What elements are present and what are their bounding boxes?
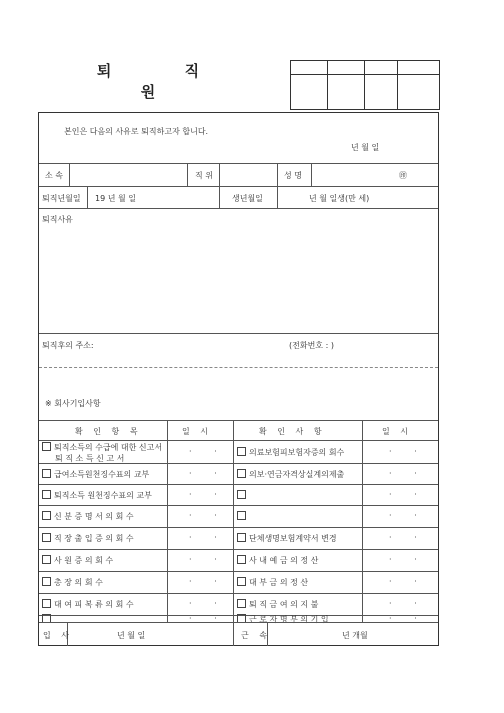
check-item-left [42,555,113,566]
date-dots-right: · · [389,577,427,586]
reason-label: 퇴직사유 [42,215,73,224]
date-dots-right: · · [389,533,427,542]
check-item-text: 신 분 증 명 서 의 회 수 [54,512,134,521]
checkbox[interactable] [237,469,246,478]
seal-mark: ㊞ [399,171,407,180]
checkbox[interactable] [237,511,246,520]
submit-date: 년 월 일 [351,143,380,152]
date-dots-right: · · [389,489,427,499]
check-item-text: 사 내 예 금 의 정 산 [249,556,319,565]
birth-value: 년 월 일생(만 세) [309,194,370,203]
check-item-right [237,533,337,544]
date-dots-left: · · [189,468,227,478]
check-item-text: 의보·연금자격상실계의제출 [249,469,345,479]
check-item-text: 급여소득원천징수표의 교부 [54,469,150,479]
header-checks: 확 인 사 항 [259,427,326,436]
tenure-label: 근 속 [241,631,271,640]
date-dots-right: · · [389,446,427,456]
checkbox[interactable] [237,599,246,608]
checkbox[interactable] [42,511,51,520]
resign-date-value: 19 년 월 일 [95,194,136,203]
checkbox[interactable] [42,577,51,586]
join-label: 입 사 [43,631,73,640]
checkbox[interactable] [42,469,51,478]
check-item-text: 대 여 피 복 류 의 회 수 [54,600,134,609]
check-item-left [42,577,103,588]
tenure-value: 년 개월 [342,631,368,640]
date-dots-left: · · [189,555,227,564]
check-item-left [42,599,134,610]
check-item-text: 퇴직소득의 수급에 대한 신고서 [54,443,163,452]
date-dots-right: · · [389,511,427,520]
date-dots-right: · · [389,599,427,608]
check-item-text: 퇴직소득 원천징수표의 교부 [54,490,152,500]
checkbox[interactable] [42,442,51,451]
check-item-text: 총 장 의 회 수 [54,578,103,587]
checkbox[interactable] [42,533,51,542]
check-item-right [237,447,344,458]
dept-label: 소 속 [45,171,63,180]
check-item-text: 직 장 출 입 증 의 회 수 [54,534,134,543]
checkbox[interactable] [237,533,246,542]
address-label: 퇴직후의 주소: [42,341,94,350]
resign-date-label: 퇴직년월일 [42,194,81,203]
form-frame [38,112,439,646]
check-item-text: 대 부 금 의 정 산 [249,578,309,587]
date-dots-left: · · [189,577,227,586]
date-dots-left: · · [189,599,227,608]
date-dots-left: · · [189,511,227,520]
checkbox[interactable] [237,447,246,456]
header-date-left: 일 시 [182,427,212,436]
date-dots-left: · · [189,489,227,499]
name-label: 성 명 [284,171,302,180]
birth-label: 생년월일 [232,194,263,203]
date-dots-right: · · [389,555,427,564]
date-dots-right: · · [389,613,427,623]
check-item-text: 사 원 증 의 회 수 [54,556,114,565]
company-section-label: ※ 회사기입사항 [45,399,101,408]
check-item-text: 근 로 자 명 부 의 기 입 [249,614,329,624]
check-item-left [42,469,149,480]
position-label: 직 위 [195,171,213,180]
checkbox[interactable] [42,555,51,564]
check-item-right [237,577,308,588]
check-item-left [42,533,134,544]
approval-grid [290,60,440,110]
header-items: 확 인 항 목 [75,427,142,436]
date-dots-left: · · [189,533,227,542]
check-item-text: 퇴 직 소 득 신 고 서 [55,454,125,463]
check-item-left [42,490,152,501]
join-value: 년 월 일 [117,631,146,640]
checkbox[interactable] [237,577,246,586]
check-item-right [237,599,318,610]
checkbox[interactable] [42,490,51,499]
date-dots-left: · · [189,613,227,623]
date-dots-right: · · [389,468,427,478]
check-item-text: 퇴 직 금 여 의 지 불 [249,600,319,609]
check-item-text: 의료보험피보험자증의 회수 [249,447,345,457]
header-date-right: 일 시 [382,427,412,436]
checkbox[interactable] [237,555,246,564]
phone-label: (전화번호 : ) [289,341,334,350]
check-item-left [42,511,134,522]
check-item-right [237,490,249,500]
check-item-right [237,555,318,566]
check-item-left [42,442,162,464]
statement-text: 본인은 다음의 사유로 퇴직하고자 합니다. [64,127,209,136]
checkbox[interactable] [42,599,51,608]
check-item-right [237,511,249,521]
document-title: 퇴 직 원 [96,62,234,101]
checkbox[interactable] [237,490,246,499]
check-item-right [237,469,344,480]
check-item-text: 단체생명보험계약서 변경 [249,534,337,543]
date-dots-left: · · [189,446,227,456]
